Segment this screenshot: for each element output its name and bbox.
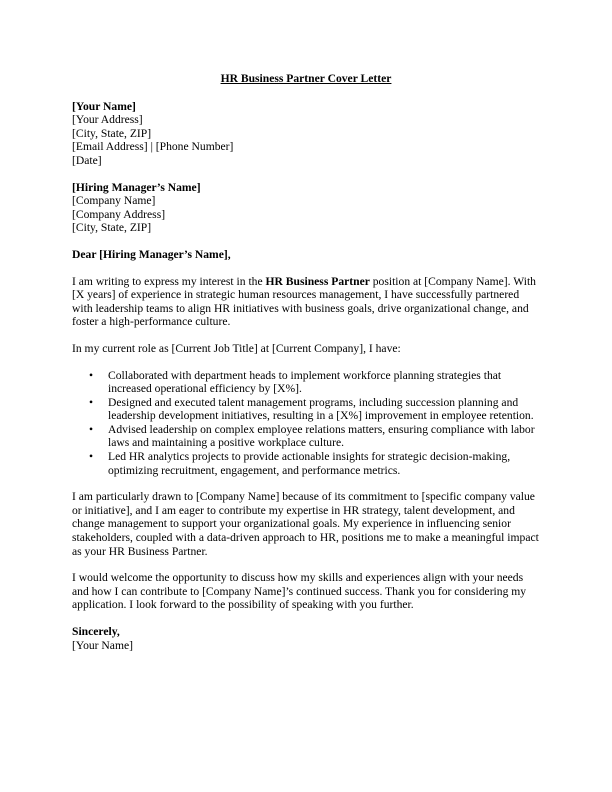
intro-position-highlight: HR Business Partner [265,274,370,288]
list-item-text: Led HR analytics projects to provide actionable insights for strategic decision-making, optimizing recruitment, engagement, and performance metrics. [108,450,511,477]
motivation-paragraph: I am particularly drawn to [Company Name] because of its commitment to [specific company value or initiative], and I am eager to contribute my expertise in HR strategy, talent development, and change management to support your organizational goals. My experience in influencing senior stakeholders, coupled with a data-driven approach to HR, positions me to make a meaningful impact as your HR Business Partner. [72,490,539,558]
signoff-closing: Sincerely, [72,625,120,638]
recipient-address: [Company Address] [72,207,166,221]
letter-date: [Date] [72,153,102,167]
list-item [72,396,540,423]
bullet-icon: • [89,422,94,436]
document-title: HR Business Partner Cover Letter [220,72,392,85]
recipient-block [72,181,540,235]
sender-block [72,100,540,168]
salutation: Dear [Hiring Manager’s Name], [72,247,231,261]
intro-text-after: position at [Company Name]. With [X years] of experience in strategic human resources management, I have successfully partnered with leadership teams to align HR initiatives with business goals, drive organizational change, and foster a high-performance culture. [72,274,536,329]
signoff-block [72,625,540,652]
sender-name: [Your Name] [72,99,136,113]
list-item [72,450,540,477]
signoff-name: [Your Name] [72,638,133,652]
list-item-text: Advised leadership on complex employee relations matters, ensuring compliance with labor laws and maintaining a positive workplace culture. [108,422,535,450]
closing-paragraph: I would welcome the opportunity to discuss how my skills and experiences align with your needs and how I can contribute to [Company Name]’s continued success. Thank you for considering my application. I look forward to the possibility of speaking with you further. [72,571,527,612]
recipient-name: [Hiring Manager’s Name] [72,180,201,194]
current-role-paragraph: In my current role as [Current Job Title] at [Current Company], I have: [72,341,401,355]
list-item-text: Collaborated with department heads to implement workforce planning strategies that increased operational efficiency by [X%]. [108,368,502,396]
bullet-icon: • [89,368,94,382]
list-item-text: Designed and executed talent management programs, including succession planning and leadership development initiatives, resulting in a [X%] improvement in employee retention. [108,395,534,423]
intro-paragraph [72,275,540,329]
bullet-icon: • [89,395,94,409]
letter-page [72,72,540,652]
sender-city-state-zip: [City, State, ZIP] [72,126,152,140]
list-item [72,423,540,450]
intro-text-before: I am writing to express my interest in the [72,274,266,288]
achievements-list [72,369,540,478]
recipient-city-state-zip: [City, State, ZIP] [72,221,152,235]
sender-contact: [Email Address] | [Phone Number] [72,140,234,154]
bullet-icon: • [89,450,94,464]
recipient-company: [Company Name] [72,194,156,208]
sender-address: [Your Address] [72,113,143,127]
list-item [72,369,540,396]
